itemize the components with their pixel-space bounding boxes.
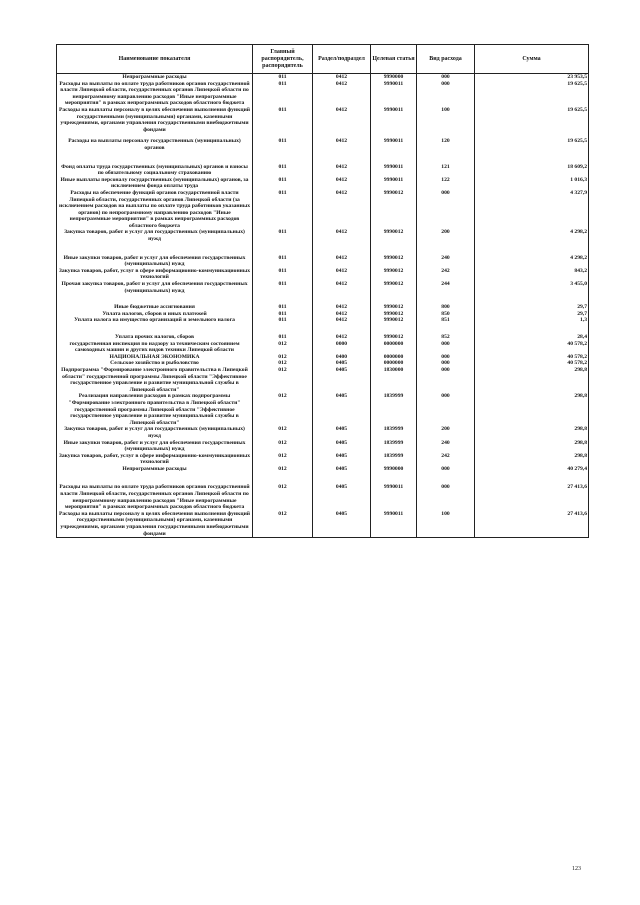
row-section-cell: 0405 [313,393,371,426]
row-name-cell: Иные закупки товаров, работ и услуг для обеспечения государственных (муниципальных) нужд [57,440,253,453]
row-article-cell: 0000000 [371,354,417,361]
row-name-cell: Уплата налогов, сборов и иных платежей [57,311,253,318]
row-section-cell: 0405 [313,484,371,510]
row-sum-cell: 298,8 [475,367,589,393]
row-section-cell: 0405 [313,360,371,367]
row-sum-cell: 27 413,6 [475,511,589,538]
row-expense-cell: 200 [417,426,475,439]
row-section-cell: 0412 [313,164,371,177]
row-admin-cell: 012 [253,511,313,538]
row-name-cell: Расходы на обеспечение функций органов государственной власти Липецкой области, государственных органов Липецкой области (за исключением расходов на выплаты по оплате труда работников указанных органов) по непрограммному направлению расходов "Иные непрограммные мероприятия" в рамках непрограммных расходов областного бюджета [57,190,253,230]
row-name-cell: Расходы на выплаты по оплате труда работников органов государственной власти Липецкой области, государственных органов Липецкой области по непрограммному направлению расходов "Иные непрограммные мероприятия" в рамках непрограммных расходов областного бюджета [57,81,253,107]
row-name-cell: Фонд оплаты труда государственных (муниципальных) органов и взносы по обязательному социальному страхованию [57,164,253,177]
row-expense-cell: 120 [417,138,475,163]
row-admin-cell: 012 [253,360,313,367]
row-admin-cell: 011 [253,190,313,230]
row-expense-cell: 122 [417,177,475,190]
table-row [57,177,589,190]
row-sum-cell: 843,2 [475,268,589,281]
row-section-cell: 0405 [313,453,371,466]
table-row [57,107,589,138]
row-name-cell: Расходы на выплаты по оплате труда работников органов государственной власти Липецкой области, государственных органов Липецкой области по непрограммному направлению расходов "Иные непрограммные мероприятия" в рамках непрограммных расходов областного бюджета [57,484,253,510]
row-admin-cell: 011 [253,317,313,334]
row-expense-cell: 200 [417,229,475,254]
row-admin-cell: 011 [253,107,313,138]
row-admin-cell: 011 [253,281,313,304]
row-section-cell: 0412 [313,268,371,281]
table-row [57,138,589,163]
row-admin-cell: 012 [253,341,313,354]
row-name-cell: Иные закупки товаров, работ и услуг для обеспечения государственных (муниципальных) нужд [57,255,253,268]
table-row [57,304,589,311]
row-expense-cell: 850 [417,311,475,318]
row-name-cell: Непрограммные расходы [57,74,253,81]
row-sum-cell: 4 298,2 [475,255,589,268]
row-expense-cell: 244 [417,281,475,304]
row-admin-cell: 012 [253,393,313,426]
row-sum-cell: 19 625,5 [475,107,589,138]
row-article-cell: 9990012 [371,229,417,254]
page-number: 123 [572,866,581,872]
row-section-cell: 0412 [313,107,371,138]
row-admin-cell: 011 [253,138,313,163]
row-article-cell: 9990011 [371,484,417,510]
table-row [57,426,589,439]
row-article-cell: 9990011 [371,81,417,107]
row-name-cell: Уплата прочих налогов, сборов [57,334,253,341]
row-admin-cell: 011 [253,177,313,190]
row-article-cell: 9990012 [371,255,417,268]
row-article-cell: 9990012 [371,304,417,311]
row-article-cell: 0000000 [371,341,417,354]
row-sum-cell: 40 279,4 [475,466,589,485]
table-row [57,393,589,426]
row-sum-cell: 1,3 [475,317,589,334]
row-expense-cell: 000 [417,81,475,107]
row-sum-cell: 298,8 [475,426,589,439]
row-sum-cell: 19 625,5 [475,138,589,163]
row-name-cell: Закупка товаров, работ и услуг для государственных (муниципальных) нужд [57,229,253,254]
table-row [57,367,589,393]
row-section-cell: 0412 [313,311,371,318]
row-name-cell: Закупка товаров, работ и услуг для государственных (муниципальных) нужд [57,426,253,439]
row-admin-cell: 011 [253,304,313,311]
row-article-cell: 9990011 [371,164,417,177]
row-admin-cell: 011 [253,311,313,318]
row-admin-cell: 011 [253,81,313,107]
row-section-cell: 0412 [313,317,371,334]
table-row [57,334,589,341]
row-section-cell: 0412 [313,229,371,254]
row-admin-cell: 012 [253,440,313,453]
row-article-cell: 9990011 [371,177,417,190]
table-body [57,74,589,538]
row-name-cell: Расходы на выплаты персоналу государственных (муниципальных) органов [57,138,253,163]
row-section-cell: 0412 [313,177,371,190]
row-admin-cell: 011 [253,229,313,254]
row-section-cell: 0405 [313,426,371,439]
row-sum-cell: 4 298,2 [475,229,589,254]
table-row [57,317,589,334]
row-section-cell: 0412 [313,304,371,311]
row-name-cell: Расходы на выплаты персоналу в целях обеспечения выполнения функций государственными (муниципальными) органами, казенными учреждениями, органами управления государственными внебюджетными фондами [57,107,253,138]
row-article-cell: 9990012 [371,268,417,281]
row-section-cell: 0412 [313,190,371,230]
row-admin-cell: 012 [253,466,313,485]
table-row [57,190,589,230]
row-sum-cell: 29,7 [475,304,589,311]
row-name-cell: НАЦИОНАЛЬНАЯ ЭКОНОМИКА [57,354,253,361]
row-expense-cell: 000 [417,354,475,361]
row-section-cell: 0405 [313,367,371,393]
table-row [57,484,589,510]
row-expense-cell: 000 [417,466,475,485]
row-article-cell: 9990011 [371,138,417,163]
row-section-cell: 0412 [313,74,371,81]
row-expense-cell: 000 [417,74,475,81]
row-sum-cell: 40 578,2 [475,360,589,367]
row-name-cell: Реализация направления расходов в рамках подпрограммы "Формирование электронного правительства в Липецкой области" государственной программы Липецкой области "Эффективное государственное управление и развитие муниципальной службы в Липецкой области" [57,393,253,426]
row-sum-cell: 298,8 [475,393,589,426]
table-header [57,45,589,74]
row-admin-cell: 012 [253,484,313,510]
row-expense-cell: 000 [417,367,475,393]
row-sum-cell: 40 578,2 [475,341,589,354]
row-article-cell: 9990012 [371,334,417,341]
table-row [57,511,589,538]
row-expense-cell: 100 [417,107,475,138]
row-expense-cell: 242 [417,453,475,466]
row-expense-cell: 000 [417,190,475,230]
row-article-cell: 9990012 [371,190,417,230]
row-article-cell: 1839999 [371,393,417,426]
row-article-cell: 9990011 [371,511,417,538]
row-expense-cell: 852 [417,334,475,341]
row-name-cell: Уплата налога на имущество организаций и земельного налога [57,317,253,334]
table-row [57,164,589,177]
row-admin-cell: 011 [253,74,313,81]
row-sum-cell: 4 327,9 [475,190,589,230]
row-admin-cell: 012 [253,426,313,439]
header-admin: Главный распорядитель, распорядитель [253,45,313,74]
table-row [57,453,589,466]
row-admin-cell: 011 [253,334,313,341]
row-section-cell: 0000 [313,341,371,354]
row-section-cell: 0412 [313,281,371,304]
row-expense-cell: 121 [417,164,475,177]
table-row [57,268,589,281]
row-article-cell: 1830000 [371,367,417,393]
row-expense-cell: 000 [417,393,475,426]
row-section-cell: 0405 [313,466,371,485]
table-row [57,341,589,354]
header-sum: Сумма [475,45,589,74]
row-section-cell: 0405 [313,440,371,453]
row-article-cell: 9990012 [371,311,417,318]
row-admin-cell: 012 [253,354,313,361]
row-name-cell: Сельское хозяйство и рыболовство [57,360,253,367]
row-name-cell: Непрограммные расходы [57,466,253,485]
row-section-cell: 0412 [313,81,371,107]
row-expense-cell: 240 [417,440,475,453]
row-admin-cell: 012 [253,453,313,466]
row-expense-cell: 800 [417,304,475,311]
row-article-cell: 9990012 [371,281,417,304]
table-row [57,466,589,485]
table-row [57,74,589,81]
row-sum-cell: 23 953,5 [475,74,589,81]
row-sum-cell: 27 413,6 [475,484,589,510]
row-expense-cell: 000 [417,341,475,354]
row-article-cell: 1839999 [371,453,417,466]
row-article-cell: 9990012 [371,317,417,334]
row-section-cell: 0412 [313,138,371,163]
row-sum-cell: 3 455,0 [475,281,589,304]
row-article-cell: 9990000 [371,466,417,485]
row-sum-cell: 40 578,2 [475,354,589,361]
table-row [57,255,589,268]
row-name-cell: Закупка товаров, работ, услуг в сфере информационно-коммуникационных технологий [57,453,253,466]
table-row [57,81,589,107]
row-sum-cell: 298,8 [475,440,589,453]
row-admin-cell: 012 [253,367,313,393]
row-expense-cell: 000 [417,360,475,367]
row-section-cell: 0400 [313,354,371,361]
header-section: Раздел/подраздел [313,45,371,74]
row-admin-cell: 011 [253,268,313,281]
row-article-cell: 0000000 [371,360,417,367]
row-sum-cell: 29,7 [475,311,589,318]
row-name-cell: Прочая закупка товаров, работ и услуг для обеспечения государственных (муниципальных) нужд [57,281,253,304]
row-article-cell: 9990011 [371,107,417,138]
table-row [57,281,589,304]
row-expense-cell: 100 [417,511,475,538]
row-article-cell: 1839999 [371,440,417,453]
header-article: Целевая статья [371,45,417,74]
row-name-cell: Закупка товаров, работ, услуг в сфере информационно-коммуникационных технологий [57,268,253,281]
row-sum-cell: 28,4 [475,334,589,341]
header-name: Наименование показателя [57,45,253,74]
row-sum-cell: 18 609,2 [475,164,589,177]
table-row [57,229,589,254]
row-admin-cell: 011 [253,164,313,177]
row-article-cell: 9990000 [371,74,417,81]
table-row [57,360,589,367]
row-sum-cell: 298,8 [475,453,589,466]
row-section-cell: 0412 [313,334,371,341]
header-expense-type: Вид расхода [417,45,475,74]
budget-table [56,44,589,538]
row-name-cell: государственная инспекция по надзору за техническим состоянием самоходных машин и других видов техники Липецкой области [57,341,253,354]
row-expense-cell: 240 [417,255,475,268]
row-name-cell: Иные бюджетные ассигнования [57,304,253,311]
row-section-cell: 0412 [313,255,371,268]
row-section-cell: 0405 [313,511,371,538]
row-name-cell: Иные выплаты персоналу государственных (муниципальных) органов, за исключением фонда оплаты труда [57,177,253,190]
row-name-cell: Подпрограмма "Формирование электронного правительства в Липецкой области" государственной программы Липецкой области "Эффективное государственное управление и развитие муниципальной службы в Липецкой области" [57,367,253,393]
row-article-cell: 1839999 [371,426,417,439]
row-sum-cell: 1 016,3 [475,177,589,190]
row-expense-cell: 000 [417,484,475,510]
table-row [57,440,589,453]
row-admin-cell: 011 [253,255,313,268]
row-name-cell: Расходы на выплаты персоналу в целях обеспечения выполнения функций государственными (муниципальными) органами, казенными учреждениями, органами управления государственными внебюджетными фондами [57,511,253,538]
row-expense-cell: 242 [417,268,475,281]
row-sum-cell: 19 625,5 [475,81,589,107]
row-expense-cell: 851 [417,317,475,334]
